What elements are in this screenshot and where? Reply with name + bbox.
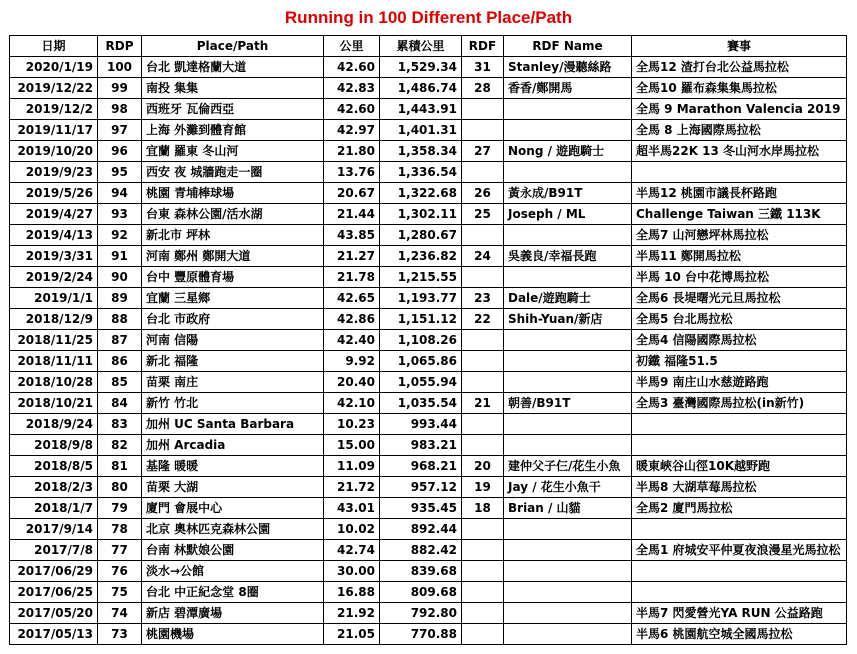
cell-rdf bbox=[462, 225, 504, 246]
cell-cumulative-km: 1,055.94 bbox=[380, 372, 462, 393]
cell-place: 淡水→公館 bbox=[142, 561, 324, 582]
cell-cumulative-km: 1,236.82 bbox=[380, 246, 462, 267]
cell-km: 21.78 bbox=[324, 267, 380, 288]
cell-date: 2018/11/25 bbox=[10, 330, 98, 351]
cell-date: 2018/9/24 bbox=[10, 414, 98, 435]
cell-race: 全馬7 山河戀坪林馬拉松 bbox=[632, 225, 847, 246]
cell-rdf bbox=[462, 624, 504, 645]
cell-rdf: 26 bbox=[462, 183, 504, 204]
cell-cumulative-km: 882.42 bbox=[380, 540, 462, 561]
cell-rdf-name: Joseph / ML bbox=[504, 204, 632, 225]
cell-race bbox=[632, 435, 847, 456]
cell-km: 21.05 bbox=[324, 624, 380, 645]
cell-race bbox=[632, 519, 847, 540]
cell-cumulative-km: 983.21 bbox=[380, 435, 462, 456]
cell-cumulative-km: 935.45 bbox=[380, 498, 462, 519]
cell-rdf bbox=[462, 162, 504, 183]
cell-place: 台北 市政府 bbox=[142, 309, 324, 330]
table-row bbox=[10, 477, 847, 498]
cell-km: 16.88 bbox=[324, 582, 380, 603]
cell-km: 30.00 bbox=[324, 561, 380, 582]
cell-rdf-name bbox=[504, 225, 632, 246]
cell-race bbox=[632, 582, 847, 603]
cell-race bbox=[632, 162, 847, 183]
cell-place: 上海 外灘到體育館 bbox=[142, 120, 324, 141]
cell-race: 超半馬22K 13 冬山河水岸馬拉松 bbox=[632, 141, 847, 162]
cell-rdf: 22 bbox=[462, 309, 504, 330]
table-row bbox=[10, 372, 847, 393]
table-row bbox=[10, 330, 847, 351]
table-row bbox=[10, 456, 847, 477]
table-row bbox=[10, 309, 847, 330]
cell-rdp: 98 bbox=[98, 99, 142, 120]
cell-rdf: 24 bbox=[462, 246, 504, 267]
cell-cumulative-km: 1,108.26 bbox=[380, 330, 462, 351]
cell-race: 全馬 8 上海國際馬拉松 bbox=[632, 120, 847, 141]
cell-date: 2018/11/11 bbox=[10, 351, 98, 372]
table-row bbox=[10, 498, 847, 519]
cell-race bbox=[632, 561, 847, 582]
cell-date: 2017/05/20 bbox=[10, 603, 98, 624]
cell-rdp: 84 bbox=[98, 393, 142, 414]
cell-rdp: 96 bbox=[98, 141, 142, 162]
cell-rdp: 100 bbox=[98, 57, 142, 78]
table-row bbox=[10, 246, 847, 267]
cell-rdp: 79 bbox=[98, 498, 142, 519]
table-row bbox=[10, 351, 847, 372]
cell-race: 半馬11 鄭開馬拉松 bbox=[632, 246, 847, 267]
cell-race: 全馬 9 Marathon Valencia 2019 bbox=[632, 99, 847, 120]
cell-rdp: 80 bbox=[98, 477, 142, 498]
cell-rdf-name bbox=[504, 162, 632, 183]
cell-race: Challenge Taiwan 三鐵 113K bbox=[632, 204, 847, 225]
cell-km: 20.67 bbox=[324, 183, 380, 204]
cell-rdf bbox=[462, 435, 504, 456]
cell-km: 11.09 bbox=[324, 456, 380, 477]
cell-km: 42.40 bbox=[324, 330, 380, 351]
cell-place: 苗栗 大湖 bbox=[142, 477, 324, 498]
col-header-rdp: RDP bbox=[98, 36, 142, 57]
cell-place: 宜蘭 三星鄉 bbox=[142, 288, 324, 309]
cell-rdf: 19 bbox=[462, 477, 504, 498]
cell-race: 全馬5 台北馬拉松 bbox=[632, 309, 847, 330]
cell-rdp: 89 bbox=[98, 288, 142, 309]
cell-rdf-name bbox=[504, 540, 632, 561]
cell-rdp: 90 bbox=[98, 267, 142, 288]
cell-km: 10.02 bbox=[324, 519, 380, 540]
cell-race: 初鐵 福隆51.5 bbox=[632, 351, 847, 372]
cell-place: 北京 奧林匹克森林公園 bbox=[142, 519, 324, 540]
cell-rdf-name bbox=[504, 372, 632, 393]
cell-km: 21.92 bbox=[324, 603, 380, 624]
cell-date: 2018/8/5 bbox=[10, 456, 98, 477]
cell-rdp: 94 bbox=[98, 183, 142, 204]
col-header-rdf-name: RDF Name bbox=[504, 36, 632, 57]
cell-rdp: 78 bbox=[98, 519, 142, 540]
cell-rdf: 25 bbox=[462, 204, 504, 225]
cell-cumulative-km: 968.21 bbox=[380, 456, 462, 477]
cell-place: 桃園機場 bbox=[142, 624, 324, 645]
cell-cumulative-km: 1,280.67 bbox=[380, 225, 462, 246]
cell-place: 宜蘭 羅東 冬山河 bbox=[142, 141, 324, 162]
cell-rdf bbox=[462, 99, 504, 120]
cell-cumulative-km: 892.44 bbox=[380, 519, 462, 540]
cell-race bbox=[632, 414, 847, 435]
cell-km: 13.76 bbox=[324, 162, 380, 183]
cell-place: 台東 森林公園/活水湖 bbox=[142, 204, 324, 225]
cell-rdf-name bbox=[504, 267, 632, 288]
cell-date: 2018/12/9 bbox=[10, 309, 98, 330]
cell-rdp: 92 bbox=[98, 225, 142, 246]
cell-date: 2019/2/24 bbox=[10, 267, 98, 288]
cell-rdf-name: Brian / 山貓 bbox=[504, 498, 632, 519]
table-row bbox=[10, 393, 847, 414]
cell-race: 半馬9 南庄山水慈遊路跑 bbox=[632, 372, 847, 393]
cell-rdf-name bbox=[504, 603, 632, 624]
cell-place: 新店 碧潭廣場 bbox=[142, 603, 324, 624]
cell-cumulative-km: 1,322.68 bbox=[380, 183, 462, 204]
cell-rdp: 82 bbox=[98, 435, 142, 456]
cell-km: 20.40 bbox=[324, 372, 380, 393]
cell-place: 加州 Arcadia bbox=[142, 435, 324, 456]
cell-rdf bbox=[462, 540, 504, 561]
cell-km: 42.86 bbox=[324, 309, 380, 330]
cell-rdp: 86 bbox=[98, 351, 142, 372]
cell-rdf: 28 bbox=[462, 78, 504, 99]
cell-km: 21.72 bbox=[324, 477, 380, 498]
cell-cumulative-km: 1,302.11 bbox=[380, 204, 462, 225]
cell-rdf bbox=[462, 414, 504, 435]
cell-cumulative-km: 792.80 bbox=[380, 603, 462, 624]
cell-rdf-name bbox=[504, 120, 632, 141]
cell-rdf bbox=[462, 330, 504, 351]
table-row bbox=[10, 141, 847, 162]
cell-km: 42.10 bbox=[324, 393, 380, 414]
cell-rdf-name: 香香/鄭開馬 bbox=[504, 78, 632, 99]
cell-date: 2017/05/13 bbox=[10, 624, 98, 645]
cell-cumulative-km: 1,358.34 bbox=[380, 141, 462, 162]
cell-cumulative-km: 1,065.86 bbox=[380, 351, 462, 372]
cell-place: 西班牙 瓦倫西亞 bbox=[142, 99, 324, 120]
cell-rdp: 93 bbox=[98, 204, 142, 225]
table-row bbox=[10, 204, 847, 225]
cell-km: 42.60 bbox=[324, 99, 380, 120]
cell-cumulative-km: 809.68 bbox=[380, 582, 462, 603]
cell-rdf: 31 bbox=[462, 57, 504, 78]
cell-place: 新北 福隆 bbox=[142, 351, 324, 372]
cell-date: 2019/1/1 bbox=[10, 288, 98, 309]
table-row bbox=[10, 99, 847, 120]
cell-race: 全馬12 渣打台北公益馬拉松 bbox=[632, 57, 847, 78]
cell-race: 全馬2 廈門馬拉松 bbox=[632, 498, 847, 519]
cell-rdf: 21 bbox=[462, 393, 504, 414]
col-header-cumulative-km: 累積公里 bbox=[380, 36, 462, 57]
table-row bbox=[10, 183, 847, 204]
cell-rdf bbox=[462, 351, 504, 372]
table-row bbox=[10, 603, 847, 624]
cell-date: 2017/9/14 bbox=[10, 519, 98, 540]
cell-rdp: 85 bbox=[98, 372, 142, 393]
cell-rdf-name bbox=[504, 351, 632, 372]
col-header-km: 公里 bbox=[324, 36, 380, 57]
cell-race: 全馬4 信陽國際馬拉松 bbox=[632, 330, 847, 351]
cell-rdf-name bbox=[504, 435, 632, 456]
cell-date: 2017/06/25 bbox=[10, 582, 98, 603]
cell-date: 2019/3/31 bbox=[10, 246, 98, 267]
table-row bbox=[10, 57, 847, 78]
table-row bbox=[10, 519, 847, 540]
page-title: Running in 100 Different Place/Path bbox=[284, 8, 573, 27]
cell-rdf bbox=[462, 603, 504, 624]
cell-rdf-name: Shih-Yuan/新店 bbox=[504, 309, 632, 330]
cell-rdf-name bbox=[504, 414, 632, 435]
cell-rdp: 74 bbox=[98, 603, 142, 624]
cell-km: 21.44 bbox=[324, 204, 380, 225]
table-row bbox=[10, 120, 847, 141]
cell-date: 2017/7/8 bbox=[10, 540, 98, 561]
cell-cumulative-km: 1,215.55 bbox=[380, 267, 462, 288]
cell-race: 半馬8 大湖草莓馬拉松 bbox=[632, 477, 847, 498]
cell-cumulative-km: 839.68 bbox=[380, 561, 462, 582]
cell-rdf bbox=[462, 267, 504, 288]
cell-rdp: 88 bbox=[98, 309, 142, 330]
cell-rdf: 18 bbox=[462, 498, 504, 519]
cell-place: 河南 信陽 bbox=[142, 330, 324, 351]
cell-rdp: 99 bbox=[98, 78, 142, 99]
cell-place: 基隆 暖暖 bbox=[142, 456, 324, 477]
cell-date: 2019/4/13 bbox=[10, 225, 98, 246]
cell-date: 2018/1/7 bbox=[10, 498, 98, 519]
cell-place: 台北 凱達格蘭大道 bbox=[142, 57, 324, 78]
cell-rdf-name: Dale/遊跑騎士 bbox=[504, 288, 632, 309]
cell-place: 廈門 會展中心 bbox=[142, 498, 324, 519]
cell-rdf-name bbox=[504, 561, 632, 582]
cell-km: 21.27 bbox=[324, 246, 380, 267]
cell-place: 苗栗 南庄 bbox=[142, 372, 324, 393]
cell-race: 半馬 10 台中花博馬拉松 bbox=[632, 267, 847, 288]
table-row bbox=[10, 225, 847, 246]
table-row bbox=[10, 267, 847, 288]
table-row bbox=[10, 561, 847, 582]
cell-rdp: 83 bbox=[98, 414, 142, 435]
cell-date: 2018/9/8 bbox=[10, 435, 98, 456]
cell-rdp: 77 bbox=[98, 540, 142, 561]
cell-rdf bbox=[462, 372, 504, 393]
cell-race: 半馬7 閃愛營光YA RUN 公益路跑 bbox=[632, 603, 847, 624]
cell-km: 15.00 bbox=[324, 435, 380, 456]
table-row bbox=[10, 435, 847, 456]
table-row bbox=[10, 624, 847, 645]
cell-race: 全馬3 臺灣國際馬拉松(in新竹) bbox=[632, 393, 847, 414]
cell-rdf bbox=[462, 519, 504, 540]
cell-race: 全馬6 長堤曙光元旦馬拉松 bbox=[632, 288, 847, 309]
cell-place: 南投 集集 bbox=[142, 78, 324, 99]
cell-rdf-name bbox=[504, 582, 632, 603]
cell-km: 43.85 bbox=[324, 225, 380, 246]
cell-rdf-name bbox=[504, 624, 632, 645]
cell-rdf-name: 黃永成/B91T bbox=[504, 183, 632, 204]
cell-place: 台北 中正紀念堂 8圈 bbox=[142, 582, 324, 603]
cell-place: 台南 林默娘公園 bbox=[142, 540, 324, 561]
cell-race: 全馬1 府城安平仲夏夜浪漫星光馬拉松 bbox=[632, 540, 847, 561]
cell-cumulative-km: 957.12 bbox=[380, 477, 462, 498]
cell-date: 2019/12/22 bbox=[10, 78, 98, 99]
cell-rdf: 27 bbox=[462, 141, 504, 162]
cell-rdp: 97 bbox=[98, 120, 142, 141]
cell-rdp: 81 bbox=[98, 456, 142, 477]
cell-km: 21.80 bbox=[324, 141, 380, 162]
cell-rdp: 73 bbox=[98, 624, 142, 645]
cell-place: 桃園 青埔棒球場 bbox=[142, 183, 324, 204]
table-row bbox=[10, 288, 847, 309]
cell-rdp: 76 bbox=[98, 561, 142, 582]
col-header-race: 賽事 bbox=[632, 36, 847, 57]
cell-km: 42.65 bbox=[324, 288, 380, 309]
cell-rdp: 75 bbox=[98, 582, 142, 603]
cell-km: 10.23 bbox=[324, 414, 380, 435]
cell-place: 加州 UC Santa Barbara bbox=[142, 414, 324, 435]
cell-cumulative-km: 1,151.12 bbox=[380, 309, 462, 330]
cell-rdf-name bbox=[504, 99, 632, 120]
col-header-date: 日期 bbox=[10, 36, 98, 57]
cell-place: 新竹 竹北 bbox=[142, 393, 324, 414]
cell-cumulative-km: 993.44 bbox=[380, 414, 462, 435]
cell-place: 新北市 坪林 bbox=[142, 225, 324, 246]
cell-rdf-name bbox=[504, 519, 632, 540]
cell-rdf-name: 朝善/B91T bbox=[504, 393, 632, 414]
cell-cumulative-km: 1,336.54 bbox=[380, 162, 462, 183]
cell-date: 2019/10/20 bbox=[10, 141, 98, 162]
table-row bbox=[10, 78, 847, 99]
cell-race: 半馬6 桃園航空城全國馬拉松 bbox=[632, 624, 847, 645]
table-row bbox=[10, 582, 847, 603]
cell-rdf: 20 bbox=[462, 456, 504, 477]
col-header-place: Place/Path bbox=[142, 36, 324, 57]
cell-km: 42.74 bbox=[324, 540, 380, 561]
cell-cumulative-km: 1,035.54 bbox=[380, 393, 462, 414]
cell-date: 2019/5/26 bbox=[10, 183, 98, 204]
col-header-rdf: RDF bbox=[462, 36, 504, 57]
cell-rdf-name: Stanley/漫聽絲路 bbox=[504, 57, 632, 78]
cell-date: 2019/11/17 bbox=[10, 120, 98, 141]
cell-rdp: 95 bbox=[98, 162, 142, 183]
cell-rdf-name: 建仲父子仨/花生小魚 bbox=[504, 456, 632, 477]
cell-rdf-name: Jay / 花生小魚干 bbox=[504, 477, 632, 498]
cell-km: 42.60 bbox=[324, 57, 380, 78]
cell-race: 暖東峽谷山徑10K越野跑 bbox=[632, 456, 847, 477]
cell-km: 9.92 bbox=[324, 351, 380, 372]
cell-rdf-name: 吳義良/幸福長跑 bbox=[504, 246, 632, 267]
cell-rdf-name bbox=[504, 330, 632, 351]
cell-km: 42.83 bbox=[324, 78, 380, 99]
results-table bbox=[9, 35, 847, 645]
cell-cumulative-km: 1,486.74 bbox=[380, 78, 462, 99]
cell-date: 2017/06/29 bbox=[10, 561, 98, 582]
cell-place: 河南 鄭州 鄭開大道 bbox=[142, 246, 324, 267]
cell-cumulative-km: 1,193.77 bbox=[380, 288, 462, 309]
cell-cumulative-km: 1,443.91 bbox=[380, 99, 462, 120]
header-row bbox=[10, 36, 847, 57]
cell-date: 2018/10/21 bbox=[10, 393, 98, 414]
cell-rdf-name: Nong / 遊跑騎士 bbox=[504, 141, 632, 162]
cell-rdp: 87 bbox=[98, 330, 142, 351]
table-row bbox=[10, 414, 847, 435]
cell-place: 西安 夜 城牆跑走一圈 bbox=[142, 162, 324, 183]
cell-km: 42.97 bbox=[324, 120, 380, 141]
cell-cumulative-km: 770.88 bbox=[380, 624, 462, 645]
cell-cumulative-km: 1,529.34 bbox=[380, 57, 462, 78]
cell-rdf bbox=[462, 561, 504, 582]
cell-date: 2018/2/3 bbox=[10, 477, 98, 498]
table-row bbox=[10, 162, 847, 183]
cell-rdf bbox=[462, 582, 504, 603]
cell-date: 2020/1/19 bbox=[10, 57, 98, 78]
cell-km: 43.01 bbox=[324, 498, 380, 519]
cell-date: 2019/4/27 bbox=[10, 204, 98, 225]
cell-race: 全馬10 羅布森集集馬拉松 bbox=[632, 78, 847, 99]
cell-date: 2019/12/2 bbox=[10, 99, 98, 120]
cell-place: 台中 豐原體育場 bbox=[142, 267, 324, 288]
cell-rdf: 23 bbox=[462, 288, 504, 309]
cell-rdp: 91 bbox=[98, 246, 142, 267]
cell-rdf bbox=[462, 120, 504, 141]
cell-date: 2019/9/23 bbox=[10, 162, 98, 183]
cell-race: 半馬12 桃園市議長杯路跑 bbox=[632, 183, 847, 204]
table-row bbox=[10, 540, 847, 561]
cell-date: 2018/10/28 bbox=[10, 372, 98, 393]
cell-cumulative-km: 1,401.31 bbox=[380, 120, 462, 141]
